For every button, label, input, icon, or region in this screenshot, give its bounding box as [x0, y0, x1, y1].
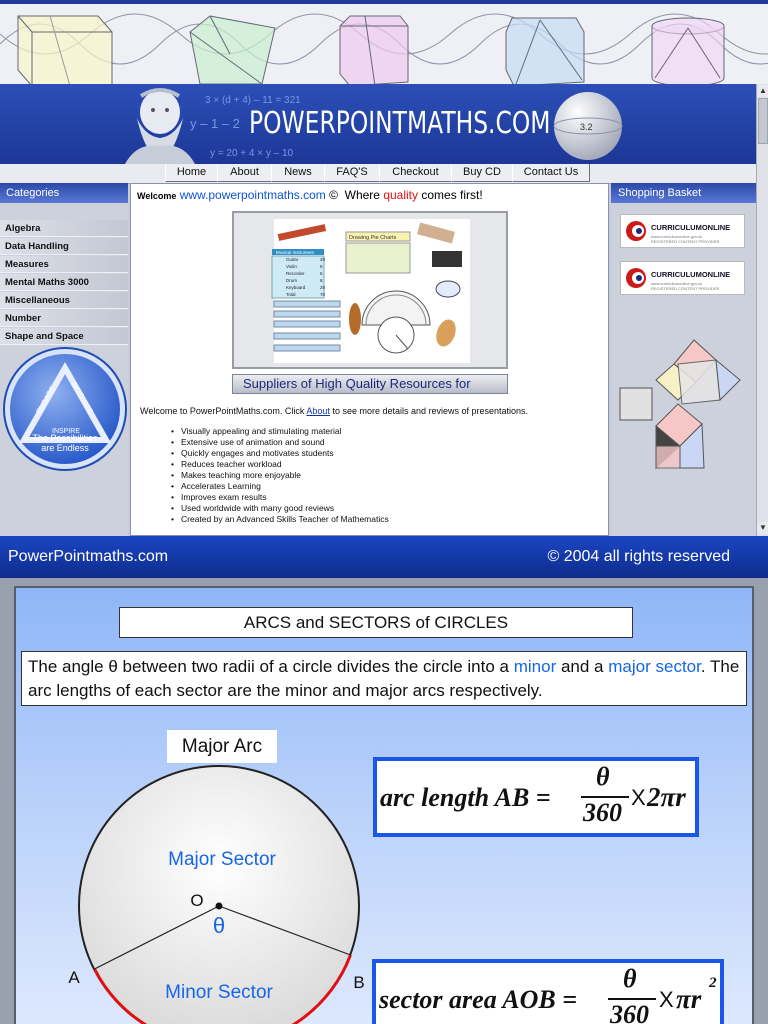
curriculum-online-badge[interactable] — [620, 261, 745, 295]
nav-faqs[interactable]: FAQ'S — [324, 164, 380, 182]
preview-table-rows — [272, 256, 326, 298]
intro-before: Welcome to PowerPointMaths.com. Click — [140, 406, 305, 416]
welcome-quality: quality — [383, 188, 418, 202]
theta-label: θ — [212, 913, 226, 938]
formula1-numerator: θ — [596, 762, 610, 791]
formula2-squared: 2 — [709, 975, 717, 991]
badge-url: www.curriculumonline.gov.uk — [651, 234, 703, 239]
nav-home[interactable]: Home — [165, 164, 218, 182]
nav-news[interactable]: News — [271, 164, 325, 182]
footer-copyright: © 2004 all rights reserved — [547, 548, 730, 565]
badge-title: CURRICULUMONLINE — [651, 223, 731, 232]
center-point — [216, 903, 223, 910]
site-link[interactable]: www.powerpointmaths.com — [179, 188, 326, 202]
preview-row-value: 70 — [320, 292, 326, 297]
preview-row-label: Guitar — [286, 257, 299, 262]
formula1-tail: 2πr — [647, 782, 686, 812]
feature-item: • Visually appealing and stimulating material — [171, 426, 389, 437]
feature-item: • Improves exam results — [171, 492, 389, 503]
point-b-label: B — [353, 973, 365, 992]
site-banner — [0, 84, 756, 164]
welcome-line — [137, 188, 483, 202]
formula1-times: X — [631, 785, 646, 810]
formula1-label: arc length AB = — [380, 783, 551, 812]
curriculum-online-logo-icon — [625, 267, 647, 289]
banner-equation: y – 1 – 2 — [190, 116, 240, 131]
feature-item: • Quickly engages and motivates students — [171, 448, 389, 459]
category-number[interactable]: Number — [0, 310, 128, 327]
shopping-basket-header: Shopping Basket — [611, 183, 756, 203]
desc-part-1: The angle θ between two radii of a circle divides the circle into a — [28, 657, 509, 676]
desc-part-2: and a — [560, 657, 604, 676]
curriculum-online-logo-icon — [625, 220, 647, 242]
major-sector-label: Major Sector — [168, 849, 276, 870]
intro-after: to see more details and reviews of presentations. — [332, 406, 529, 416]
preview-row-value: 20 — [320, 257, 326, 262]
nav-checkout[interactable]: Checkout — [379, 164, 452, 182]
formula2-numerator: θ — [623, 964, 637, 993]
about-link[interactable]: About — [306, 406, 330, 416]
feature-item: • Extensive use of animation and sound — [171, 437, 389, 448]
scrollbar-thumb[interactable] — [758, 98, 768, 144]
point-a-label: A — [68, 968, 80, 987]
preview-row-value: 25 — [320, 285, 326, 290]
minor-sector-label: Minor Sector — [165, 982, 273, 1003]
feature-item: • Used worldwide with many good reviews — [171, 503, 389, 514]
badge-title: CURRICULUMONLINE — [651, 270, 731, 279]
scroll-up-arrow-icon[interactable]: ▲ — [759, 86, 767, 95]
categories-header: Categories — [0, 183, 128, 203]
badge-sub: REGISTERED CONTENT PROVIDER — [651, 239, 720, 244]
logo-tagline-2: are Endless — [41, 443, 89, 453]
welcome-comes-first: comes first! — [421, 188, 483, 202]
sphere-image — [552, 86, 624, 162]
pythagoras-squares-image — [616, 336, 746, 472]
hexagonal-prism-shape — [340, 16, 408, 84]
copyright-symbol: © — [329, 188, 338, 202]
preview-row-value: 8 — [320, 278, 323, 283]
category-data-handling[interactable]: Data Handling — [0, 238, 128, 255]
feature-item: • Created by an Advanced Skills Teacher of Mathematics — [171, 514, 389, 525]
feature-list — [171, 426, 389, 525]
feature-item: • Makes teaching more enjoyable — [171, 470, 389, 481]
preview-row-label: Recorder — [286, 271, 305, 276]
formula1-denominator: 360 — [583, 798, 622, 827]
desc-sector: sector — [655, 657, 701, 676]
formula2-label: sector area AOB = — [379, 985, 578, 1014]
welcome-where: Where — [344, 188, 380, 202]
feature-item: • Reduces teacher workload — [171, 459, 389, 470]
category-miscellaneous[interactable]: Miscellaneous — [0, 292, 128, 309]
desc-part-3: . The arc lengths of each sector are the minor and major arcs respectively. — [28, 657, 740, 700]
badge-url: www.curriculumonline.gov.uk — [651, 281, 703, 286]
preview-row-value: 8 — [320, 264, 323, 269]
formula2-tail: πr — [676, 984, 702, 1014]
formula2-denominator: 360 — [610, 1000, 649, 1024]
3d-shapes-illustration — [0, 4, 768, 84]
archimedes-bust-image — [115, 84, 205, 164]
intro-text — [140, 406, 528, 416]
preview-row-value: 6 — [320, 271, 323, 276]
desc-major: major — [608, 657, 651, 676]
badge-sub: REGISTERED CONTENT PROVIDER — [651, 286, 720, 291]
engage-motivate-inspire-logo — [2, 346, 128, 472]
category-measures[interactable]: Measures — [0, 256, 128, 273]
logo-word-inspire: INSPIRE — [52, 428, 81, 435]
point-o-label: O — [190, 891, 204, 910]
curriculum-online-badge[interactable] — [620, 214, 745, 248]
category-algebra[interactable]: Algebra — [0, 220, 128, 237]
prism-shape — [190, 16, 275, 84]
sphere-label: 3.2 — [580, 122, 593, 132]
decorative-shapes-banner — [0, 0, 768, 84]
welcome-prefix: Welcome — [137, 191, 177, 201]
nav-buy-cd[interactable]: Buy CD — [451, 164, 513, 182]
nav-about[interactable]: About — [217, 164, 272, 182]
arc-length-formula — [373, 757, 699, 837]
preview-heading: Drawing Pie Charts — [349, 235, 397, 241]
pie-chart-slide-thumbnail — [234, 213, 506, 367]
lesson-slide — [14, 586, 754, 1024]
category-mental-maths[interactable]: Mental Maths 3000 — [0, 274, 128, 291]
main-content — [130, 183, 609, 536]
logo-word-engage: ENGAGE — [35, 385, 57, 415]
scroll-down-arrow-icon[interactable]: ▼ — [759, 523, 767, 532]
category-shape-and-space[interactable]: Shape and Space — [0, 328, 128, 345]
cube-shape — [18, 16, 112, 84]
site-title: POWERPOINTMATHS.COM — [249, 106, 551, 141]
preview-row-label: Drum — [286, 278, 297, 283]
footer-site-name: PowerPointmaths.com — [8, 548, 169, 565]
main-navigation — [0, 164, 756, 184]
logo-word-motivate: MOTIVATE — [70, 381, 94, 416]
suppliers-caption: Suppliers of High Quality Resources for — [232, 374, 508, 394]
nav-contact-us[interactable]: Contact Us — [512, 164, 590, 182]
sector-area-formula — [372, 959, 724, 1024]
banner-equation: 3 × (d + 4) – 11 = 321 — [205, 95, 301, 106]
cylinder-shape — [652, 18, 724, 84]
preview-row-label: Violin — [286, 264, 297, 269]
preview-row-label: Total — [286, 292, 296, 297]
major-arc-label: Major Arc — [167, 730, 277, 763]
banner-equation: y = 20 + 4 × y – 10 — [210, 148, 294, 159]
slide-title: ARCS and SECTORS of CIRCLES — [119, 607, 633, 638]
preview-table-title: Musical Instrument — [276, 250, 314, 255]
feature-item: • Accelerates Learning — [171, 481, 389, 492]
pyramid-shape — [506, 18, 584, 84]
desc-minor: minor — [513, 657, 557, 676]
preview-row-label: Keyboard — [286, 285, 306, 290]
formula2-times: X — [659, 987, 674, 1012]
circle-sector-diagram — [56, 753, 396, 1024]
presentation-preview[interactable] — [232, 211, 508, 369]
site-footer — [0, 536, 768, 578]
vertical-scrollbar[interactable] — [756, 84, 768, 536]
logo-tagline-1: The Possibilities — [32, 433, 98, 443]
slide-description — [21, 651, 747, 706]
